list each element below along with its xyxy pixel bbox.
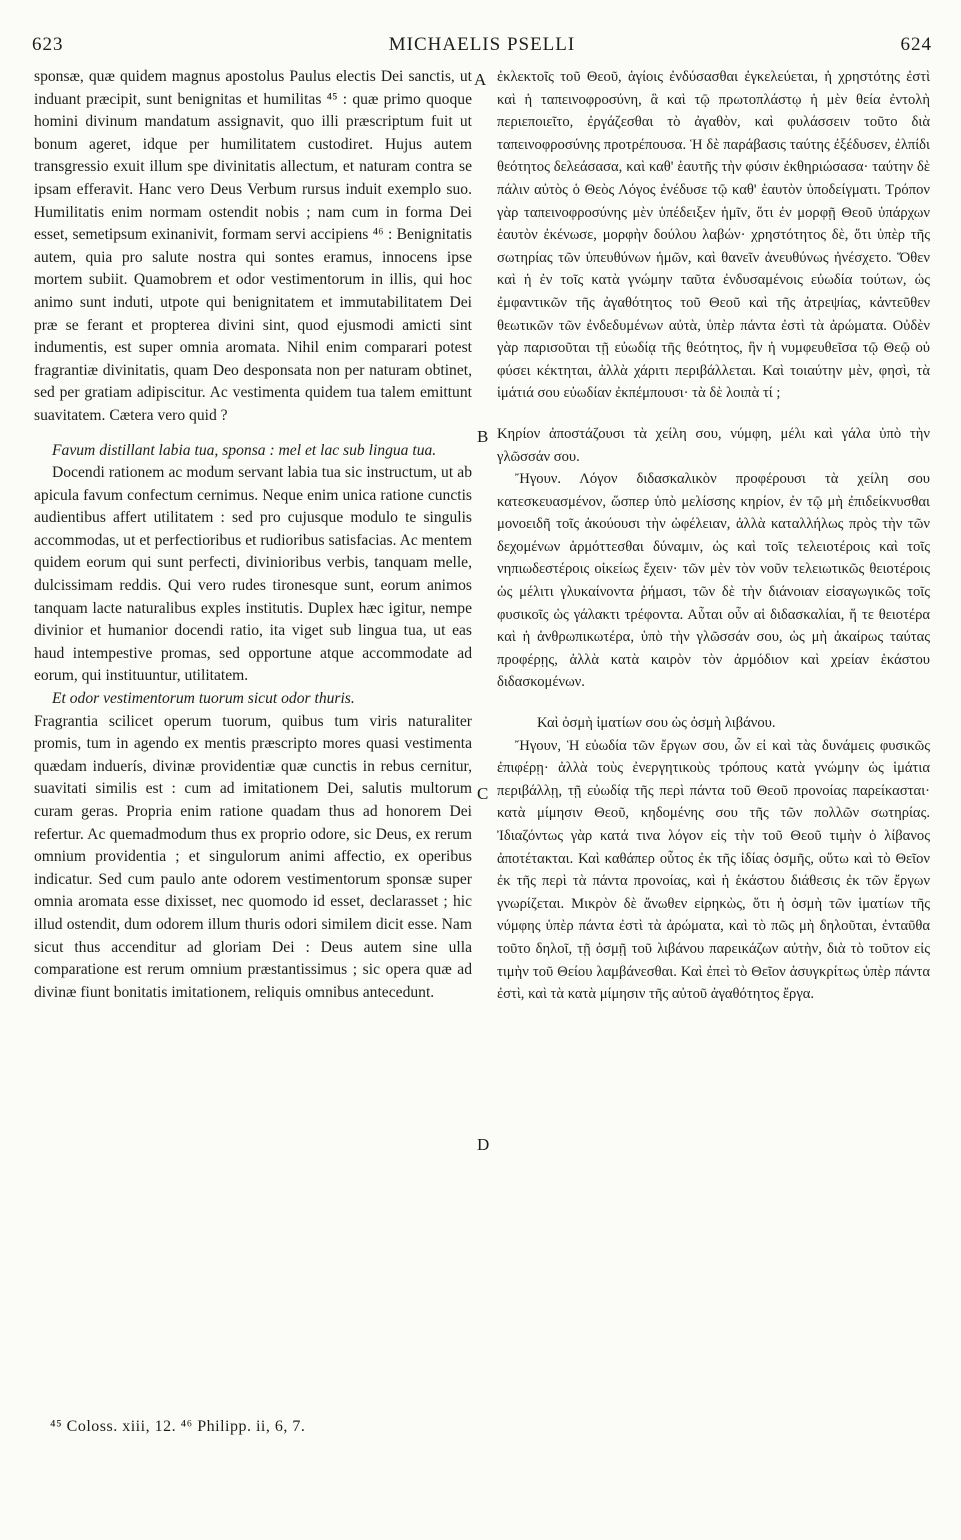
- margin-marker-b: B: [477, 427, 489, 446]
- page-number-left: 623: [32, 34, 64, 55]
- greek-paragraph-1: ἐκλεκτοῖς τοῦ Θεοῦ, ἁγίοις ἐνδύσασθαι ἐγκελεύεται, ἡ χρηστότης ἐστὶ καὶ ἡ ταπεινοφροσύνη, ἃ καὶ τῷ πρωτοπλάστῳ ἡ μὲν θεία ἐντολὴ περιεποιεῖτο, ἐργάζεσθαι τὸ ἀγαθὸν, καὶ φυλάσσειν τοῦτο διὰ ταπεινοφροσύνης προτρέπουσα. Ἡ δὲ παράβασις ταύτης ἐξέδυσεν, ἐλπίδι θεότητος δελεάσασα, καὶ καθ' ἑαυτῆς τὴν φύσιν ἐκθηριώσασα· ταύτην δὲ πάλιν αὐτὸς ὁ Θεὸς Λόγος ἐνέδυσε τῷ καθ' ἑαυτὸν ὑποδείγματι. Τρόπον γὰρ ταπεινοφροσύνης μὲν ὑπέδειξεν ἡμῖν, ὅτι ἐν μορφῇ Θεοῦ ὑπάρχων ἑαυτὸν ἐκένωσε, μορφὴν δούλου λαβών· χρηστότητος δὲ, ὅτι ὑπὲρ τῆς σωτηρίας τῶν ὑπευθύνων ἡμῶν, καὶ θανεῖν ἀνευθύνως ἠνέσχετο. Ὅθεν καὶ ἡ ἐν τοῖς κατὰ γνώμην ταῦτα ἐνδυσαμένοις εὐωδία τούτων, ὡς ἐμφαντικῶν τῆς ἀγαθότητος τοῦ Θεοῦ καὶ τῆς ἀτρεψίας, κἀντεῦθεν θεωτικῶν τῶν ἐνδεδυμένων αὐτὰ, ὑπὲρ πάντα ἐστὶ τὰ ἀρώματα. Οὐδὲν γὰρ παρισοῦται τῇ εὐωδίᾳ τῆς θεότητος, ἣν ἡ νυμφευθεῖσα τῷ Θεῷ οὐ φύσει κέκτηται, ἀλλὰ χάριτι περιβάλλεται. Καὶ τοιαύτην μὲν, φησὶ, τὰ ἱμάτιά σου εὐωδίαν ἐκπέμπουσι· τὰ δὲ λοιπὰ τί ;: [497, 69, 930, 402]
- latin-column: [34, 66, 472, 1004]
- running-title: MICHAELIS PSELLI: [388, 34, 576, 55]
- margin-marker-a: A: [474, 70, 487, 89]
- margin-marker-c: C: [477, 784, 489, 803]
- footnotes: ⁴⁵ Coloss. xiii, 12. ⁴⁶ Philipp. ii, 6, 7.: [50, 1418, 306, 1435]
- margin-marker-d: D: [477, 1135, 490, 1154]
- greek-paragraph-3: Ἤγουν, Ἡ εὐωδία τῶν ἔργων σου, ὧν εἰ καὶ τὰς δυνάμεις φυσικῶς ἐπιφέρῃ· ἀλλὰ τοὺς ἐνεργητικοὺς τρόπους κατὰ γνώμην ὡς ἱμάτια περιβάλλῃ, τῇ εὐωδίᾳ τῆς περὶ πάντα τοῦ Θεοῦ προνοίας παρείκασται· κατὰ μίμησιν Θεοῦ, κηδομένης σου τῆς τῶν πολλῶν σωτηρίας. Ἰδιαζόντως γὰρ κατά τινα λόγον εἰς τὴν τοῦ Θεοῦ τιμὴν ὁ λίβανος ἀποτέτακται. Καὶ καθάπερ οὗτος ἐκ τῆς ἰδίας ὀσμῆς, οὕτω καὶ τὸ Θεῖον ἐκ τῆς περὶ τὰ πάντα προνοίας, καὶ ἡ ἑκάστου διάθεσις ἐκ τῶν ἔργων γνωρίζεται. Μικρὸν δὲ ἄνωθεν εἰρηκὼς, ὅτι ἡ ὀσμὴ τῶν ἱματίων τῆς νύμφης ὑπὲρ πάντα ἐστὶ τὰ ἀρώματα, καὶ τὸ πῶς μὴ δηλοῦται, ἐνταῦθα τοῦτο δηλοῖ, τῇ ὀσμῇ τοῦ λιβάνου παρεικάζων αὐτὴν, διὰ τὸ τοῦτον εἰς τιμὴν τοῦ Θείου λαμβάνεσθαι. Καὶ ἐπεὶ τὸ Θεῖον ἀσυγκρίτως ὑπὲρ πάντα ἐστὶ, καὶ τὰ κατὰ μίμησιν τῆς αὐτοῦ ἀγαθότητος ἔργα.: [497, 737, 930, 1003]
- latin-verse-1: Favum distillant labia tua, sponsa : mel et lac sub lingua tua.: [52, 441, 437, 459]
- running-header: [32, 34, 932, 62]
- latin-verse-2: Et odor vestimentorum tuorum sicut odor thuris.: [52, 690, 355, 708]
- latin-paragraph-1: sponsæ, quæ quidem magnus apostolus Paulus electis Dei sanctis, ut induant præcipit, sunt benignitas et humilitas ⁴⁵ : quæ primo quoque homini divinum mandatum assignavit, quo illi præscriptum fuit ut bonum ageret, idque per humilitatem custodiret. Hujus autem transgressio exuit illum spe divinitatis allectum, et naturam contra se ipsam efferavit. Hanc vero Deus Verbum rursus induit exemplo suo. Humilitatis enim normam ostendit nobis ; nam cum in forma Dei esset, semetipsum exinanivit, formam servi accipiens ⁴⁶ : Benignitatis autem, quia pro salute nostra qui sontes eramus, innocens ipse mortem subiit. Quamobrem et odor vestimentorum in illis, qui hoc animo sunt induti, utpote qui benignitatem et immutabilitatem Dei præ se ferant et propterea divini sint, quod ejusmodi amicti sint indumentis, est super omnia aromata. Nihil enim comparari potest fragrantiæ divinitatis, quam Deo desponsata non per naturam obtinet, sed per gratiam adipiscitur. Ac vestimenta quidem tua talem emittunt suavitatem. Cætera vero quid ?: [34, 68, 472, 424]
- greek-column: [497, 66, 930, 1006]
- page-number-right: 624: [900, 34, 932, 55]
- greek-paragraph-2: Ἤγουν. Λόγον διδασκαλικὸν προφέρουσι τὰ χείλη σου κατεσκευασμένον, ὥσπερ ὑπὸ μελίσσης κηρίον, ἐν τῷ μὴ ἐπιδείκνυσθαι μονοειδῆ τοῖς ἀκούουσι τὴν ὠφέλειαν, ἀλλὰ καταλλήλως πρὸς τὴν τῶν δεχομένων ἁρμόττεσθαι δύναμιν, ὡς καὶ τοῖς τελειοτέροις καὶ τοῖς νηπιωδεστέροις οἰκείως ἔχειν· τῶν μὲν τὸν νοῦν τελειωτικῶς θειοτέροις ὡς μέλιτι γλυκαίνοντα ῥήμασι, τῶν δὲ τὴν διάνοιαν εἰσαγωγικῶς τοῖς φυσικοῖς ὡς γάλακτι τρέφοντα. Αὗται οὖν αἱ διδασκαλίαι, ἥ τε θειοτέρα καὶ ἡ ἀνθρωπικωτέρα, ὑπὸ τὴν γλῶσσάν σου, ὡς μὴ ἀκαίρως ταύτας προφέρῃς, ἀλλὰ κατὰ καιρὸν τὸν ἁρμόδιον καὶ χρείαν ἑκάστου διδασκομένων.: [497, 471, 930, 691]
- latin-paragraph-3: Fragrantia scilicet operum tuorum, quibus tum viris naturaliter promis, tum in agendo ex mentis præscripto mores quasi vestimenta quædam induerís, divinæ providentiæ quæ cunctis in rebus cernitur, suavitati similis est : cum ad imitationem Dei, salutis multorum curam geras. Propria enim ratione quadam thus ad honorem Dei refertur. Ac quemadmodum thus ex proprio odore, sic Deus, ex rerum omnium providentia ; et singulorum animi affectio, ex operibus indicatur. Sed cum paulo ante odorem vestimentorum sponsæ super omnia aromata esse dixisset, nec quomodo id esset, declarasset ; hic illud ostendit, dum odorem illum thuris odori similem dicit esse. Nam sicut thus accenditur ad gloriam Dei : Deus autem sine ulla comparatione est rerum omnium præstantissimus ; sic opera quæ ad divinæ fiunt bonitatis imitationem, reliquis omnibus antecedunt.: [34, 712, 472, 1001]
- greek-verse-1: Κηρίον ἀποστάζουσι τὰ χείλη σου, νύμφη, μέλι καὶ γάλα ὑπὸ τὴν γλῶσσάν σου.: [497, 425, 930, 465]
- latin-paragraph-2: Docendi rationem ac modum servant labia tua sic instructum, ut ab apicula favum confectum cernimus. Neque enim unica ratione cunctis audientibus affert utilitatem : sed pro cujusque modulo te singulis accommodas, ut et perfectioribus et rudioribus satisfacias. Ac mentem quidem eorum qui sunt perfecti, divinioribus verbis, tanquam melle, dulcissimam reddis. Qui vero rudes tironesque sunt, eorum animos tanquam lacte naturalibus exples institutis. Duplex hæc igitur, nempe divinior et humanior docendi ratio, ita viget sub lingua tua, ut eas haud intempestive promas, sed opportune atque accommodate ad eorum, qui instituuntur, utilitatem.: [34, 464, 472, 685]
- greek-verse-2: Καὶ ὀσμὴ ἱματίων σου ὡς ὀσμὴ λιβάνου.: [537, 715, 776, 732]
